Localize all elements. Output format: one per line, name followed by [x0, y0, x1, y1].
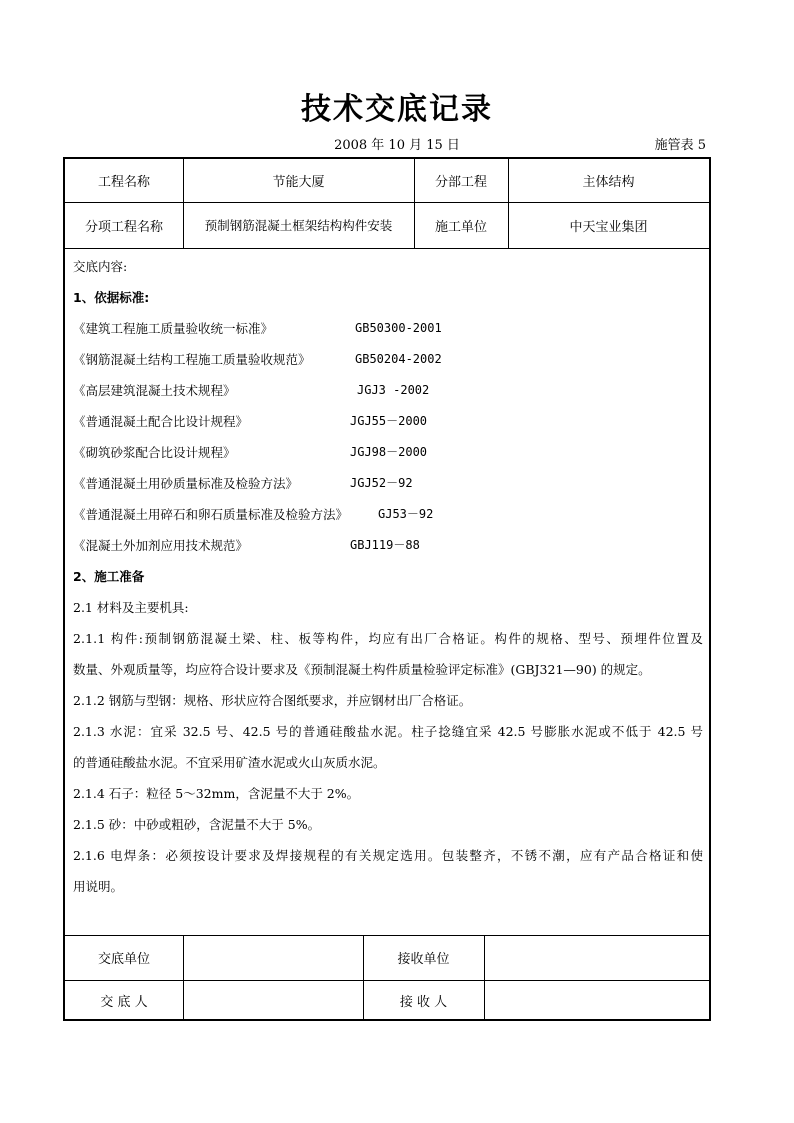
paragraph-line: 2.1.3 水泥：宜采 32.5 号、42.5 号的普通硅酸盐水泥。柱子捻缝宜采 42.5 号膨胀水泥或不低于 42.5 号 — [73, 724, 703, 739]
standard-code: GBJ119－88 — [350, 538, 420, 552]
standard-item — [73, 530, 703, 561]
form-number: 施管表 5 — [654, 138, 706, 153]
standard-name: 《普通混凝土配合比设计规程》 — [73, 414, 249, 429]
standard-name: 《普通混凝土用砂质量标准及检验方法》 — [73, 476, 299, 491]
standard-name: 《砌筑砂浆配合比设计规程》 — [73, 445, 236, 460]
contractor-value: 中天宝业集团 — [569, 219, 648, 235]
standard-item — [73, 499, 703, 530]
paragraph-line: 数量、外观质量等，均应符合设计要求及《预制混凝土构件质量检验评定标准》(GBJ321—90) 的规定。 — [73, 662, 651, 677]
standard-item — [73, 344, 703, 375]
standard-code: JGJ98－2000 — [350, 445, 428, 459]
paragraph: 2.1.2 钢筋与型钢：规格、形状应符合图纸要求，并应钢材出厂合格证。 — [73, 693, 472, 708]
division-label: 分部工程 — [434, 175, 487, 190]
disclosure-content — [73, 251, 703, 902]
section-heading: 1、依据标准: — [73, 290, 150, 305]
standard-name: 《钢筋混凝土结构工程施工质量验收规范》 — [73, 352, 311, 367]
issuer-label: 交 底 人 — [100, 995, 148, 1010]
section-heading: 2、施工准备 — [73, 569, 145, 584]
document-date: 2008 年 10 月 15 日 — [334, 138, 460, 153]
standard-name: 《高层建筑混凝土技术规程》 — [73, 383, 236, 398]
paragraph-line: 的普通硅酸盐水泥。不宜采用矿渣水泥或火山灰质水泥。 — [73, 755, 386, 770]
document-title: 技术交底记录 — [301, 92, 493, 127]
project-name-value: 节能大厦 — [272, 175, 325, 190]
paragraph: 2.1.4 石子：粒径 5～32mm，含泥量不大于 2%。 — [73, 786, 360, 801]
standard-item — [73, 468, 703, 499]
issuer-unit-field[interactable] — [183, 935, 363, 980]
contractor-label: 施工单位 — [434, 219, 487, 235]
standard-code: JGJ55－2000 — [350, 414, 428, 428]
issuer-field[interactable] — [183, 980, 363, 1021]
paragraph: 2.1.5 砂：中砂或粗砂，含泥量不大于 5%。 — [73, 817, 321, 832]
row-divider — [65, 248, 709, 249]
standard-code: GJ53－92 — [378, 507, 434, 521]
project-name-label: 工程名称 — [97, 175, 150, 190]
standard-name: 《普通混凝土用碎石和卵石质量标准及检验方法》 — [73, 507, 349, 522]
paragraph-line: 2.1.6 电焊条：必须按设计要求及焊接规程的有关规定选用。包装整齐，不锈不潮，应有产品合格证和使 — [73, 848, 703, 863]
division-value: 主体结构 — [582, 175, 635, 190]
subitem-value: 预制钢筋混凝土框架结构构件安装 — [204, 218, 393, 233]
content-intro: 交底内容: — [73, 259, 128, 274]
standard-name: 《建筑工程施工质量验收统一标准》 — [73, 321, 274, 336]
standard-code: GB50300-2001 — [355, 321, 442, 335]
standard-name: 《混凝土外加剂应用技术规范》 — [73, 538, 249, 553]
receiver-label: 接 收 人 — [399, 995, 448, 1010]
standard-item — [73, 437, 703, 468]
record-table — [63, 157, 711, 1021]
standard-code: GB50204-2002 — [355, 352, 442, 366]
paragraph-line: 用说明。 — [73, 879, 124, 894]
receiver-unit-field[interactable] — [484, 935, 709, 980]
issuer-unit-label: 交底单位 — [97, 952, 150, 967]
standard-code: JGJ52－92 — [350, 476, 413, 490]
standard-item — [73, 313, 703, 344]
standard-item — [73, 406, 703, 437]
standard-item — [73, 375, 703, 406]
receiver-field[interactable] — [484, 980, 709, 1021]
receiver-unit-label: 接收单位 — [397, 952, 450, 967]
subitem-label: 分项工程名称 — [84, 219, 163, 235]
paragraph-line: 2.1.1 构件:预制钢筋混凝土梁、柱、板等构件，均应有出厂合格证。构件的规格、型号、预埋件位置及 — [73, 631, 703, 646]
paragraph: 2.1 材料及主要机具: — [73, 600, 189, 615]
standard-code: JGJ3 -2002 — [357, 383, 430, 397]
